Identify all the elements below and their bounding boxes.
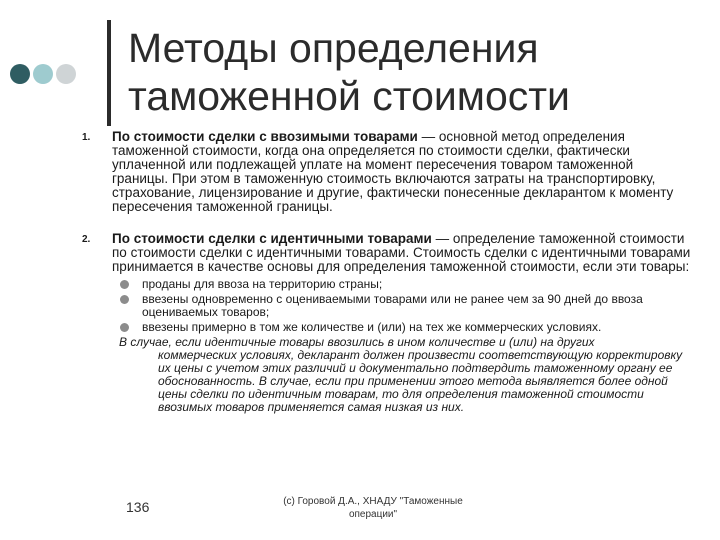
item-number: 2. xyxy=(82,234,91,245)
item-lead: По стоимости сделки с ввозимыми товарами xyxy=(112,129,418,144)
slide-title xyxy=(128,24,688,120)
note-rest: коммерческих условиях, декларант должен произвести соответствующую корректировку их цены с учетом этих различий и документально подтвердить таможенному органу ее обоснованность. В случае, если при применении этого метода выявляется более одной цены сделки по идентичным товарам, то для определения таможенной стоимости ввозимых товаров применяется самая низкая из них. xyxy=(158,348,683,414)
dot-light xyxy=(56,64,76,84)
list-item-1 xyxy=(82,130,692,214)
bullet-icon xyxy=(120,323,129,332)
dot-dark xyxy=(10,64,30,84)
title-divider xyxy=(107,20,111,126)
item-text: — основной метод определения таможенной стоимости, когда она определяется по стоимости сделки, фактически уплаченной или подлежащей уплате на момент пересечения товаром таможенной границы. При этом в таможенную стоимость включаются затраты на транспортировку, страхование, лицензирование и другие, фактически понесенные декларантом к моменту пересечения таможенной границы. xyxy=(112,129,674,214)
sub-item-text: ввезены примерно в том же количестве и (или) на тех же коммерческих условиях. xyxy=(142,320,602,334)
item-text: — определение таможенной стоимости по стоимости сделки с идентичными товарами. Стоимость сделки с идентичными товарами принимается в качестве основы для определения таможенной стоимости, если эти товары: xyxy=(112,231,691,274)
note-paragraph xyxy=(112,336,692,414)
item-lead: По стоимости сделки с идентичными товарами xyxy=(112,231,432,246)
decorative-dots xyxy=(10,64,76,84)
title-line-2: таможенной стоимости xyxy=(128,73,570,119)
bullet-icon xyxy=(120,280,129,289)
sub-item xyxy=(142,293,692,319)
footer-credit: (c) Горовой Д.А., ХНАДУ "Таможенные операции" xyxy=(283,496,463,520)
sub-item-text: проданы для ввоза на территорию страны; xyxy=(142,277,383,291)
list-item-2 xyxy=(82,232,692,414)
note-first-line: В случае, если идентичные товары ввозились в ином количестве и (или) на других xyxy=(119,335,595,349)
bullet-icon xyxy=(120,295,129,304)
page-number: 136 xyxy=(126,499,150,515)
slide-content xyxy=(82,130,692,432)
sub-item xyxy=(142,278,692,291)
sub-item xyxy=(142,321,692,334)
dot-teal xyxy=(33,64,53,84)
item-number: 1. xyxy=(82,132,91,143)
sub-item-text: ввезены одновременно с оцениваемыми товарами или не ранее чем за 90 дней до ввоза оцениваемых товаров; xyxy=(142,292,643,319)
title-line-1: Методы определения xyxy=(128,25,539,71)
sub-list xyxy=(112,278,692,334)
